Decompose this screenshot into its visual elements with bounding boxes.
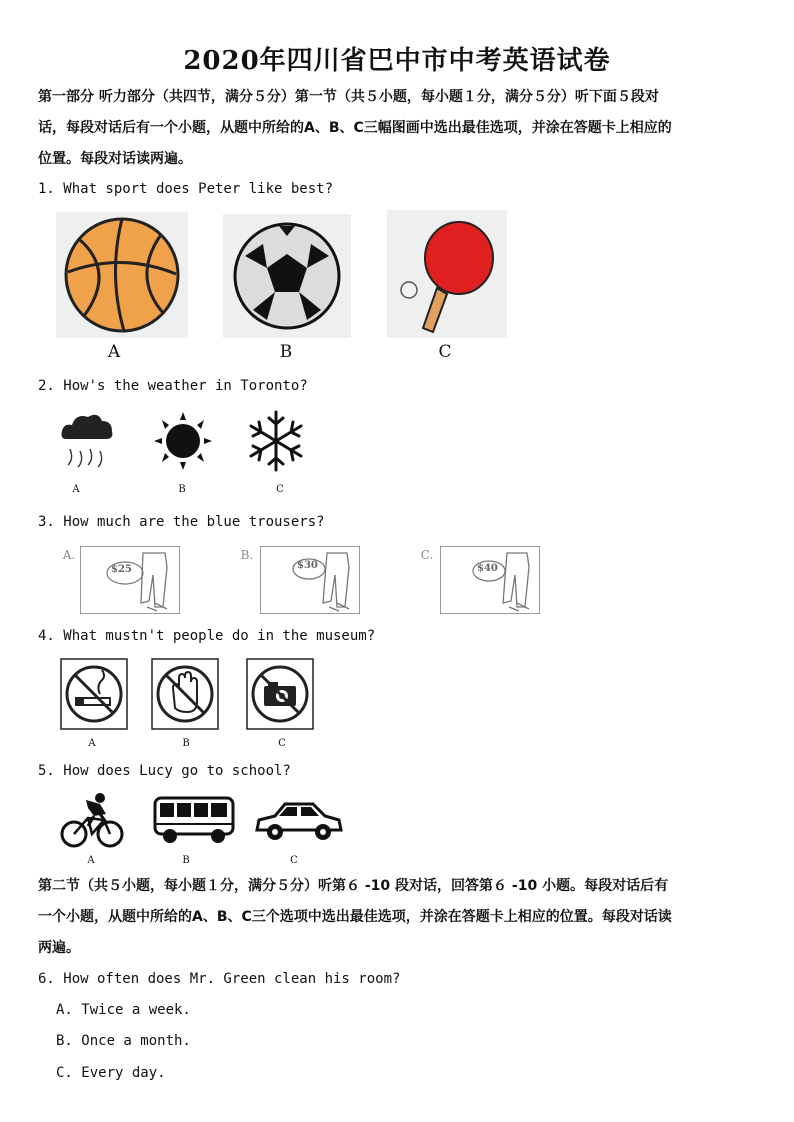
trousers-price-tag-icon xyxy=(260,546,360,614)
trousers-price-tag-icon xyxy=(80,546,180,614)
section2-instructions xyxy=(38,871,760,964)
option-label: A xyxy=(88,738,96,749)
instruction-line: 一个小题，从题中所给的A、B、C三个选项中选出最佳选项，并涂在答题卡上相应的位置。每段对话读 xyxy=(38,909,672,925)
question-1-text: 1. What sport does Peter like best? xyxy=(38,181,334,197)
no-photos-icon xyxy=(246,658,314,730)
instruction-line: 第一部分 听力部分（共四节，满分５分）第一节（共５小题，每小题１分，满分５分）听下面５段对 xyxy=(38,89,659,105)
option-label: C xyxy=(438,342,452,362)
price-text: $40 xyxy=(477,563,498,574)
question-6-text: 6. How often does Mr. Green clean his room? xyxy=(38,971,401,987)
answer-option-c: C. Every day. xyxy=(56,1065,166,1081)
instruction-line: 两遍。 xyxy=(38,940,80,956)
option-label: B. xyxy=(240,548,254,562)
option-label: A xyxy=(72,484,80,495)
basketball-icon xyxy=(56,212,188,338)
option-label: A xyxy=(87,855,95,866)
instruction-line: 位置。每段对话读两遍。 xyxy=(38,151,192,167)
question-2-text: 2. How's the weather in Toronto? xyxy=(38,378,308,394)
option-label: C xyxy=(278,738,286,749)
no-smoking-icon xyxy=(60,658,128,730)
option-label: A. xyxy=(62,548,76,562)
instruction-line: 第二节（共５小题，每小题１分，满分５分）听第６ -10 段对话，回答第６ -10 小题。每段对话后有 xyxy=(38,878,669,894)
option-label: C xyxy=(276,484,284,495)
sun-icon xyxy=(151,410,215,472)
instruction-line: 话，每段对话后有一个小题，从题中所给的A、B、C三幅图画中选出最佳选项，并涂在答题卡上相应的 xyxy=(38,120,672,136)
option-label: B xyxy=(279,342,293,362)
car-icon xyxy=(253,796,343,846)
soccer-ball-icon xyxy=(223,214,351,338)
ping-pong-paddle-icon xyxy=(387,210,507,338)
question-3-text: 3. How much are the blue trousers? xyxy=(38,514,325,530)
option-label: C xyxy=(290,855,298,866)
answer-option-a: A. Twice a week. xyxy=(56,1002,191,1018)
question-4-text: 4. What mustn't people do in the museum? xyxy=(38,628,376,644)
trousers-price-tag-icon xyxy=(440,546,540,614)
price-text: $30 xyxy=(297,560,318,571)
option-label: A xyxy=(107,342,121,362)
rain-cloud-icon xyxy=(58,409,116,473)
option-label: B xyxy=(178,484,186,495)
option-label: B xyxy=(182,738,190,749)
snowflake-icon xyxy=(243,408,309,474)
answer-option-b: B. Once a month. xyxy=(56,1033,191,1049)
price-text: $25 xyxy=(111,564,132,575)
bus-icon xyxy=(152,794,236,846)
option-label: C. xyxy=(420,548,434,562)
page-title: 2020年四川省巴中市中考英语试卷 xyxy=(183,46,611,76)
bicycle-icon xyxy=(60,790,124,850)
option-label: B xyxy=(182,855,190,866)
question-5-text: 5. How does Lucy go to school? xyxy=(38,763,291,779)
section1-instructions xyxy=(38,82,760,175)
no-touching-icon xyxy=(151,658,219,730)
